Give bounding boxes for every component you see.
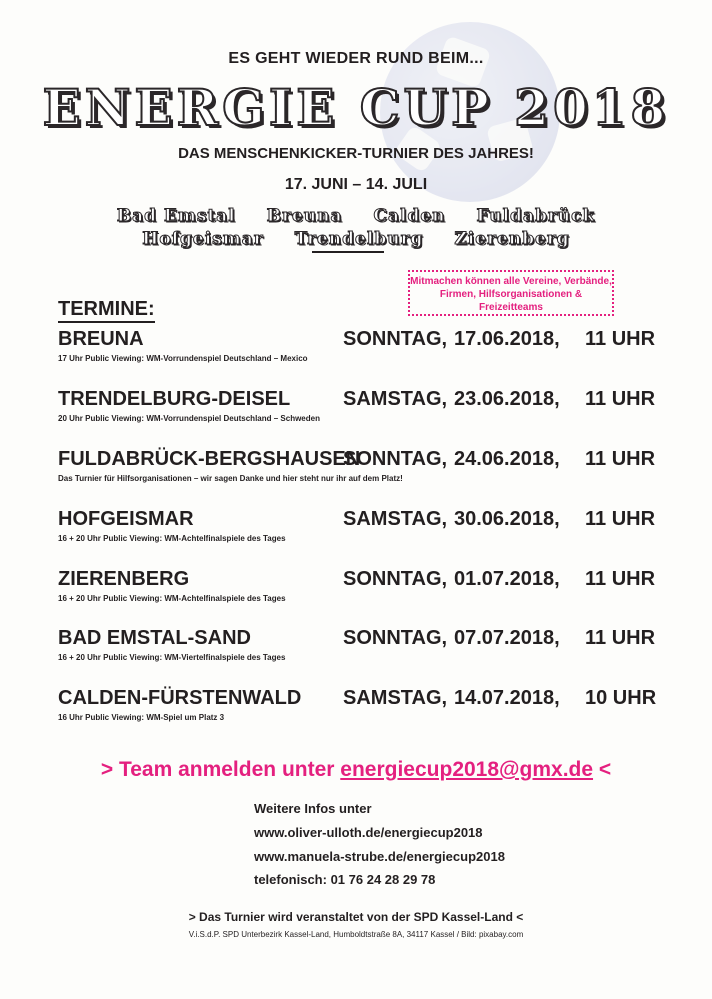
town-name: Bad Emstal [116,206,236,226]
event-date: 17.06.2018, [454,328,560,350]
event-date: 14.07.2018, [454,687,560,709]
town-name: Breuna [266,206,343,226]
info-label: Weitere Infos unter [254,801,372,816]
info-url-link[interactable]: www.manuela-strube.de/energiecup2018 [254,849,505,864]
event-location: BREUNA [58,328,144,350]
event-date: 24.06.2018, [454,448,560,470]
event-location: FULDABRÜCK-BERGSHAUSEN [58,448,361,470]
participation-notice [408,270,614,316]
team-registration [0,758,712,782]
event-row [58,448,658,498]
event-location: CALDEN-FÜRSTENWALD [58,687,302,709]
registration-email-link[interactable]: energiecup2018@gmx.de [340,758,594,781]
towns-row-1 [0,206,712,226]
event-location: TRENDELBURG-DEISEL [58,388,291,410]
event-note: Das Turnier für Hilfsorganisationen – wir sagen Danke und hier steht nur ihr auf dem Platz! [58,474,403,483]
event-day: SAMSTAG, [343,388,448,410]
event-time: 11 UHR [585,448,656,470]
event-location: BAD EMSTAL-SAND [58,627,251,649]
info-phone: telefonisch: 01 76 24 28 29 78 [254,872,436,887]
event-note: 16 + 20 Uhr Public Viewing: WM-Achtelfinalspiele des Tages [58,534,286,543]
event-day: SONNTAG, [343,328,448,350]
event-time: 11 UHR [585,328,656,350]
event-note: 16 + 20 Uhr Public Viewing: WM-Achtelfinalspiele des Tages [58,594,286,603]
event-day: SAMSTAG, [343,687,448,709]
registration-suffix: < [593,758,612,781]
event-row [58,388,658,438]
town-name: Fuldabrück [476,206,596,226]
event-row [58,687,658,737]
event-note: 16 Uhr Public Viewing: WM-Spiel um Platz 3 [58,713,225,722]
schedule-heading: TERMINE: [58,298,155,320]
tournament-dates: 17. JUNI – 14. JULI [284,176,428,193]
event-note: 17 Uhr Public Viewing: WM-Vorrundenspiel Deutschland – Mexico [58,354,308,363]
event-row [58,328,658,378]
event-day: SONNTAG, [343,627,448,649]
event-location: ZIERENBERG [58,568,190,590]
event-time: 11 UHR [585,508,656,530]
event-time: 11 UHR [585,388,656,410]
event-day: SAMSTAG, [343,508,448,530]
event-time: 11 UHR [585,627,656,649]
event-location: HOFGEISMAR [58,508,194,530]
towns-row-2 [0,229,712,249]
town-name: Trendelburg [294,229,424,249]
event-row [58,568,658,618]
subtitle: DAS MENSCHENKICKER-TURNIER DES JAHRES! [178,145,534,162]
event-date: 30.06.2018, [454,508,560,530]
event-row [58,508,658,558]
town-name: Calden [373,206,446,226]
event-row [58,627,658,677]
kicker-text: ES GEHT WIEDER RUND BEIM... [228,50,484,67]
event-note: 20 Uhr Public Viewing: WM-Vorrundenspiel Deutschland – Schweden [58,414,320,423]
town-name: Zierenberg [454,229,570,249]
town-underline [312,251,384,253]
event-day: SONNTAG, [343,568,448,590]
event-date: 23.06.2018, [454,388,560,410]
notice-line: Firmen, Hilfsorganisationen & Freizeitteams [439,289,583,313]
town-name: Hofgeismar [142,229,264,249]
event-note: 16 + 20 Uhr Public Viewing: WM-Viertelfinalspiele des Tages [58,653,286,662]
event-date: 07.07.2018, [454,627,560,649]
organizer-line: > Das Turnier wird veranstaltet von der SPD Kassel-Land < [188,910,524,924]
event-day: SONNTAG, [343,448,448,470]
event-time: 10 UHR [585,687,657,709]
imprint-line: V.i.S.d.P. SPD Unterbezirk Kassel-Land, Humboldtstraße 8A, 34117 Kassel / Bild: pixabay.com [188,930,524,939]
notice-line: Mitmachen können alle Vereine, Verbände, [410,276,612,287]
registration-prefix: > Team anmelden unter [100,758,341,781]
info-url-link[interactable]: www.oliver-ulloth.de/energiecup2018 [254,825,483,840]
event-time: 11 UHR [585,568,656,590]
event-date: 01.07.2018, [454,568,560,590]
page-title: ENERGIE CUP 2018 [42,78,670,137]
